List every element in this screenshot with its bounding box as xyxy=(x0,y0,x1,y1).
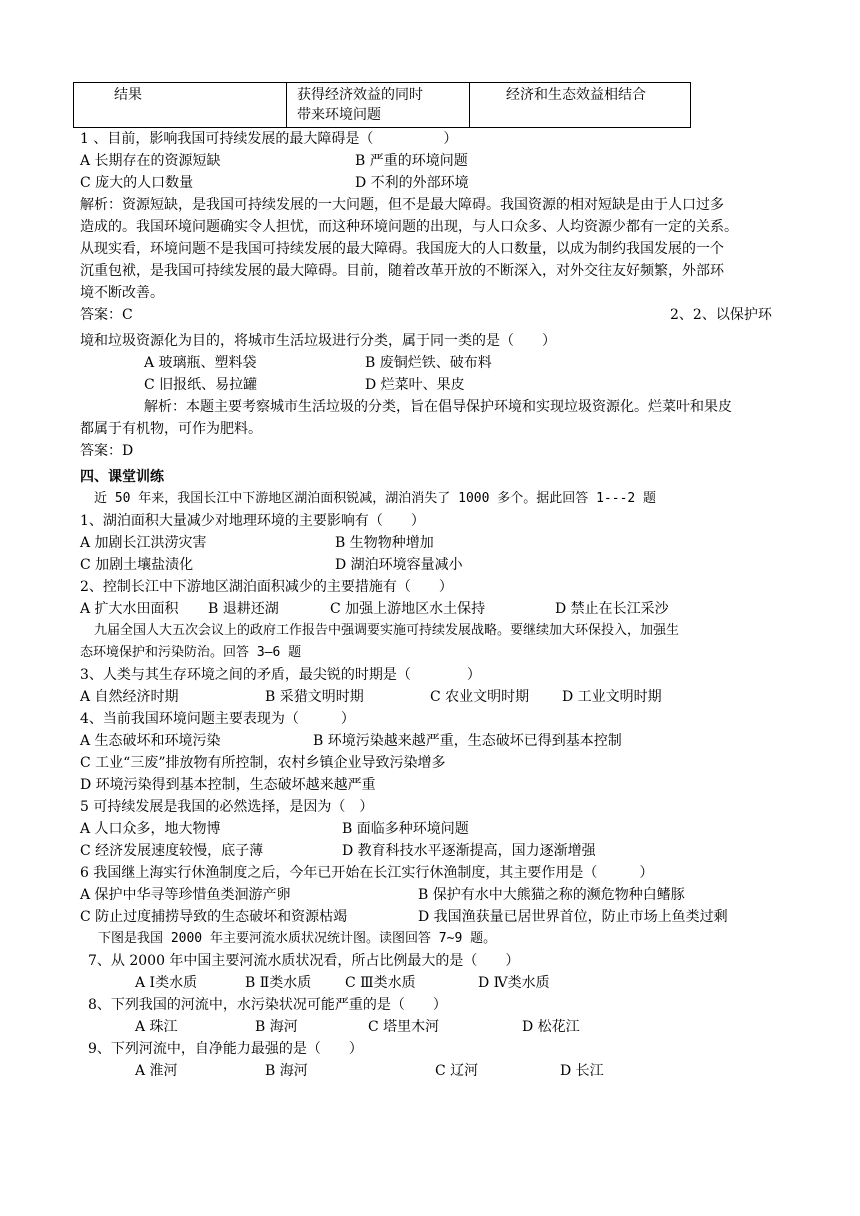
option-d: D 工业文明时期 xyxy=(562,689,662,705)
answer: 答案：C xyxy=(80,307,133,323)
option-a: A 人口众多，地大物博 xyxy=(80,821,221,837)
analysis-line: 沉重包袱，是我国可持续发展的最大障碍。目前，随着改革开放的不断深入，对外交往友好频繁，外部环 xyxy=(80,263,724,279)
option-c: C 防止过度捕捞导致的生态破坏和资源枯竭 xyxy=(80,909,348,925)
option-a: A 长期存在的资源短缺 xyxy=(80,153,221,169)
question-stem: 9、下列河流中，自净能力最强的是（ ） xyxy=(88,1041,363,1057)
analysis-line: 解析：资源短缺，是我国可持续发展的一大问题，但不是最大障碍。我国资源的相对短缺是由于人口过多 xyxy=(80,197,724,213)
option-a: A 加剧长江洪涝灾害 xyxy=(80,535,207,551)
question-stem: 4、当前我国环境问题主要表现为（ ） xyxy=(80,711,355,727)
analysis-line: 从现实看，环境问题不是我国可持续发展的最大障碍。我国庞大的人口数量，以成为制约我国发展的一个 xyxy=(80,241,724,257)
analysis-line: 都属于有机物，可作为肥料。 xyxy=(80,421,262,437)
option-d: D 松花江 xyxy=(522,1019,580,1035)
option-c: C 加强上游地区水土保持 xyxy=(330,601,486,617)
option-b: B 采猎文明时期 xyxy=(265,689,364,705)
answer: 答案：D xyxy=(80,443,134,459)
table-cell-economic xyxy=(287,83,470,128)
section-heading: 四、课堂训练 xyxy=(80,469,164,485)
option-b: B Ⅱ类水质 xyxy=(245,975,312,991)
analysis-line: 境不断改善。 xyxy=(80,285,164,301)
table-cell-result: 结果 xyxy=(74,83,287,128)
option-d: D 不利的外部环境 xyxy=(355,175,469,191)
option-c: C 辽河 xyxy=(435,1063,479,1079)
option-a: A 珠江 xyxy=(135,1019,178,1035)
option-b: B 环境污染越来越严重，生态破坏已得到基本控制 xyxy=(313,733,622,749)
intro-text: 九届全国人大五次会议上的政府工作报告中强调要实施可持续发展战略。要继续加大环保投入，加强生 xyxy=(94,623,680,638)
option-b: B 海河 xyxy=(265,1063,308,1079)
option-b: B 海河 xyxy=(255,1019,298,1035)
option-d: D Ⅳ类水质 xyxy=(478,975,550,991)
question-stem: 8、下列我国的河流中，水污染状况可能严重的是（ ） xyxy=(88,997,447,1013)
option-c: C 经济发展速度较慢，底子薄 xyxy=(80,843,264,859)
question-stem: 5 可持续发展是我国的必然选择，是因为（ ） xyxy=(80,799,374,815)
option-a: A 生态破坏和环境污染 xyxy=(80,733,221,749)
table-cell-combined: 经济和生态效益相结合 xyxy=(470,83,691,128)
option-b: B 退耕还湖 xyxy=(208,601,279,617)
option-b: B 废铜烂铁、破布料 xyxy=(365,355,492,371)
analysis-line: 解析：本题主要考察城市生活垃圾的分类，旨在倡导保护环境和实现垃圾资源化。烂菜叶和果皮 xyxy=(144,399,732,415)
option-d: D 禁止在长江采沙 xyxy=(555,601,669,617)
option-b: B 生物物种增加 xyxy=(335,535,434,551)
result-table xyxy=(73,82,691,128)
option-d: D 湖泊环境容量减小 xyxy=(335,557,463,573)
question-1 xyxy=(80,128,780,326)
option-b: B 严重的环境问题 xyxy=(355,153,468,169)
option-c: C 加剧土壤盐渍化 xyxy=(80,557,194,573)
option-c: C 庞大的人口数量 xyxy=(80,175,194,191)
option-c: C 旧报纸、易拉罐 xyxy=(144,377,258,393)
question-stem: 1、湖泊面积大量减少对地理环境的主要影响有（ ） xyxy=(80,513,425,529)
question-stem: 3、人类与其生存环境之间的矛盾，最尖锐的时期是（ ） xyxy=(80,667,481,683)
question-stem: 1 、目前，影响我国可持续发展的最大障碍是（ ） xyxy=(80,131,458,147)
question-stem: 6 我国继上海实行休渔制度之后，今年已开始在长江实行休渔制度，其主要作用是（ ） xyxy=(80,865,654,881)
option-d: D 环境污染得到基本控制，生态破坏越来越严重 xyxy=(80,777,376,793)
option-a: A 淮河 xyxy=(135,1063,178,1079)
question-2-start: 2、2、以保护环 xyxy=(670,307,772,323)
question-stem: 7、从 2000 年中国主要河流水质状况看，所占比例最大的是（ ） xyxy=(88,953,520,969)
question-stem: 境和垃圾资源化为目的，将城市生活垃圾进行分类，属于同一类的是（ ） xyxy=(80,333,556,349)
analysis-line: 造成的。我国环境问题确实令人担忧，而这种环境问题的出现，与人口众多、人均资源少都有一定的关系。 xyxy=(80,219,738,235)
option-d: D 教育科技水平逐渐提高，国力逐渐增强 xyxy=(342,843,596,859)
question-2 xyxy=(80,330,780,462)
option-a: A Ⅰ类水质 xyxy=(135,975,198,991)
option-d: D 烂菜叶、果皮 xyxy=(365,377,465,393)
table-cell-line: 带来环境问题 xyxy=(297,107,381,123)
option-c: C 工业“三废”排放物有所控制，农村乡镇企业导致污染增多 xyxy=(80,755,446,771)
option-a: A 自然经济时期 xyxy=(80,689,179,705)
option-d: D 我国渔获量已居世界首位，防止市场上鱼类过剩 xyxy=(418,909,728,925)
option-d: D 长江 xyxy=(560,1063,604,1079)
option-c: C Ⅲ类水质 xyxy=(345,975,416,991)
table-cell-line: 获得经济效益的同时 xyxy=(297,87,423,103)
intro-text: 近 50 年来，我国长江中下游地区湖泊面积锐减，湖泊消失了 1000 多个。据此回答 1---2 题 xyxy=(94,491,657,506)
question-stem: 2、控制长江中下游地区湖泊面积减少的主要措施有（ ） xyxy=(80,579,453,595)
option-a: A 扩大水田面积 xyxy=(80,601,179,617)
section-training xyxy=(80,466,780,1082)
option-a: A 保护中华寻等珍惜鱼类洄游产卵 xyxy=(80,887,291,903)
option-b: B 保护有水中大熊猫之称的濒危物种白鳍豚 xyxy=(418,887,685,903)
intro-text: 下图是我国 2000 年主要河流水质状况统计图。读图回答 7~9 题。 xyxy=(98,931,497,946)
option-c: C 塔里木河 xyxy=(368,1019,440,1035)
option-a: A 玻璃瓶、塑料袋 xyxy=(144,355,257,371)
intro-text: 态环境保护和污染防治。回答 3—6 题 xyxy=(80,645,302,660)
option-b: B 面临多种环境问题 xyxy=(342,821,469,837)
option-c: C 农业文明时期 xyxy=(430,689,530,705)
